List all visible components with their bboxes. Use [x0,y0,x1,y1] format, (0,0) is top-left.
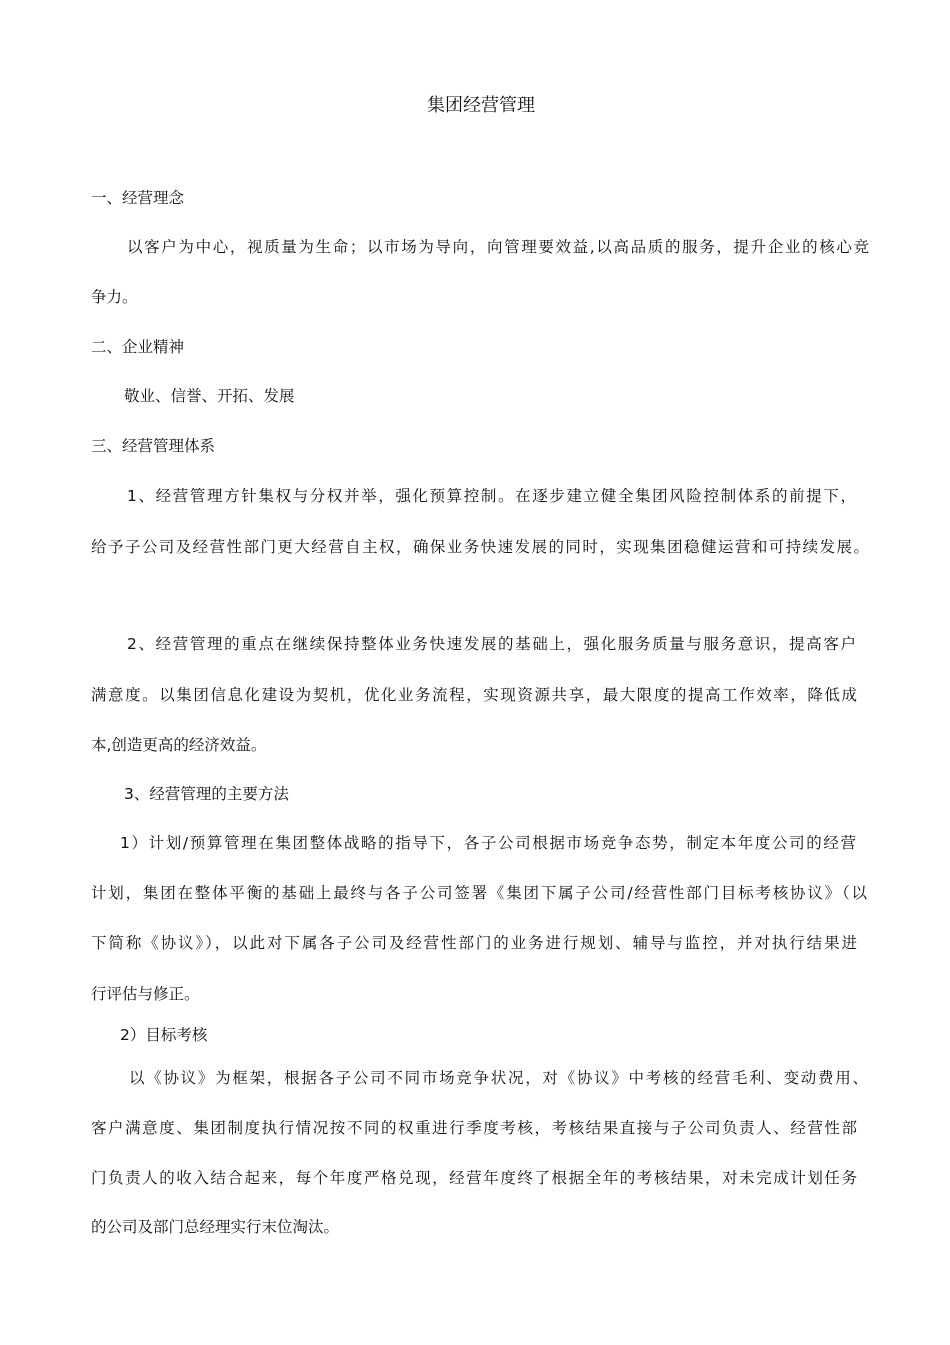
subheading-main-methods: 3、经营管理的主要方法 [124,785,289,803]
document-title: 集团经营管理 [427,95,535,116]
paragraph-line: 1、经营管理方针集权与分权并举，强化预算控制。在逐步建立健全集团风险控制体系的前提下， [127,487,856,505]
subheading-target-assessment: 2）目标考核 [120,1026,208,1044]
heading-business-philosophy: 一、经营理念 [91,189,185,207]
paragraph-line: 满意度。以集团信息化建设为契机，优化业务流程，实现资源共享，最大限度的提高工作效率，降低成 [91,686,857,704]
paragraph-line: 下简称《协议》），以此对下属各子公司及经营性部门的业务进行规划、辅导与监控，并对执行结果进 [91,934,857,952]
paragraph-line: 计划，集团在整体平衡的基础上最终与各子公司签署《集团下属子公司/经营性部门目标考核协议》（以 [91,884,867,902]
paragraph-line: 客户满意度、集团制度执行情况按不同的权重进行季度考核，考核结果直接与子公司负责人、经营性部 [91,1119,857,1137]
paragraph-line: 以客户为中心，视质量为生命；以市场为导向，向管理要效益,以高品质的服务，提升企业的核心竞 [127,238,869,256]
heading-management-system: 三、经营管理体系 [91,437,216,455]
paragraph-line: 的公司及部门总经理实行末位淘汰。 [91,1218,340,1236]
paragraph-line: 争力。 [91,288,138,306]
paragraph-line: 敬业、信誉、开拓、发展 [124,387,295,405]
paragraph-line: 本,创造更高的经济效益。 [91,736,267,754]
paragraph-line: 行评估与修正。 [91,985,200,1003]
heading-enterprise-spirit: 二、企业精神 [91,338,185,356]
paragraph-line: 给予子公司及经营性部门更大经营自主权，确保业务快速发展的同时，实现集团稳健运营和可持续发展。 [91,538,869,556]
paragraph-line: 门负责人的收入结合起来，每个年度严格兑现，经营年度终了根据全年的考核结果，对未完成计划任务 [91,1169,857,1187]
paragraph-line: 以《协议》为框架，根据各子公司不同市场竞争状况，对《协议》中考核的经营毛利、变动费用、 [129,1069,868,1087]
paragraph-line: 1）计划/预算管理在集团整体战略的指导下，各子公司根据市场竞争态势，制定本年度公司的经营 [120,834,856,852]
paragraph-line: 2、经营管理的重点在继续保持整体业务快速发展的基础上，强化服务质量与服务意识，提高客户 [127,635,856,653]
